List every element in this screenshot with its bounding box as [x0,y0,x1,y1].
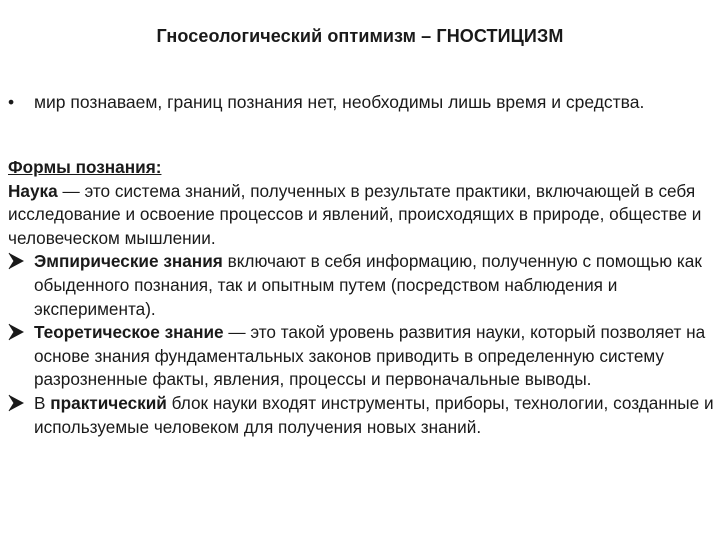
item-term: практический [50,392,167,413]
arrow-bullet-icon [8,394,25,412]
item-text: — это такой уровень развития науки, который позволяет на основе знания фундаментальных законов приводить в определенную систему разрозненные факты, явления, процессы и первоначальные выводы. [34,322,706,390]
item-text: блок науки входят инструменты, приборы, технологии, созданные и используемые человеком для получения новых знаний. [34,392,714,437]
science-definition [8,180,714,251]
slide-title: Гносеологический оптимизм – ГНОСТИЦИЗМ [156,26,564,46]
forms-heading: Формы познания: [8,157,162,177]
arrow-bullet-icon [8,252,25,270]
item-term: Эмпирические знания [34,251,223,272]
list-item [8,321,714,392]
content-body [8,156,714,439]
item-term: Теоретическое знание [34,322,224,343]
intro-bullet [8,84,708,120]
list-item [8,250,714,321]
arrow-bullet-icon [8,323,25,341]
bullet-dot: • [8,92,15,112]
list-item [8,392,714,439]
science-term: Наука [8,180,58,201]
item-text: включают в себя информацию, полученную с помощью как обыденного познания, так и опытным путем (посредством наблюдения и эксперимента). [34,251,702,319]
item-prefix: В [34,392,51,413]
intro-text: мир познаваем, границ познания нет, необходимы лишь время и средства. [34,92,645,112]
science-definition-text: — это система знаний, полученных в результате практики, включающей в себя исследование и освоение процессов и явлений, происходящих в природе, обществе и человеческом мышлении. [8,180,702,248]
